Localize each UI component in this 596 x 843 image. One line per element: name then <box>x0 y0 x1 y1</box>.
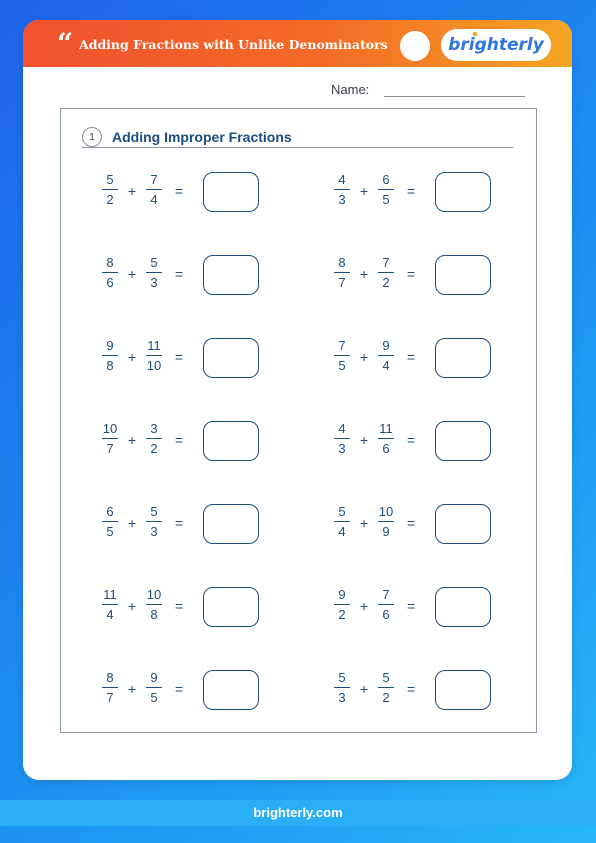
numerator: 11 <box>147 338 161 353</box>
plus-sign: + <box>360 266 369 282</box>
denominator: 2 <box>338 607 346 622</box>
numerator: 4 <box>338 421 346 436</box>
numerator: 5 <box>338 670 346 685</box>
denominator: 6 <box>106 275 114 290</box>
fraction-a <box>97 670 123 705</box>
quote-icon: “ <box>57 27 74 60</box>
fraction-bar <box>378 272 394 273</box>
name-label: Name: <box>331 82 370 97</box>
numerator: 5 <box>106 172 114 187</box>
section-divider <box>82 147 513 148</box>
equals-sign: = <box>175 515 184 531</box>
plus-sign: + <box>128 681 137 697</box>
fraction-a <box>97 338 123 373</box>
plus-sign: + <box>128 266 137 282</box>
name-field-line[interactable] <box>384 96 525 97</box>
fraction-bar <box>146 687 162 688</box>
equals-sign: = <box>407 183 416 199</box>
denominator: 2 <box>382 275 390 290</box>
denominator: 5 <box>106 524 114 539</box>
fraction-b <box>141 504 167 539</box>
section-number-badge: 1 <box>82 127 102 147</box>
fraction-a <box>97 255 123 290</box>
denominator: 7 <box>106 690 114 705</box>
fraction-bar <box>102 272 118 273</box>
answer-box[interactable] <box>203 504 259 544</box>
plus-sign: + <box>128 432 137 448</box>
equals-sign: = <box>407 432 416 448</box>
numerator: 7 <box>150 172 158 187</box>
numerator: 4 <box>338 172 346 187</box>
fraction-bar <box>334 189 350 190</box>
denominator: 7 <box>106 441 114 456</box>
numerator: 9 <box>338 587 346 602</box>
fraction-bar <box>334 687 350 688</box>
equals-sign: = <box>175 349 184 365</box>
denominator: 10 <box>146 358 162 373</box>
fraction-bar <box>102 355 118 356</box>
fraction-bar <box>146 438 162 439</box>
fraction-bar <box>146 189 162 190</box>
plus-sign: + <box>360 681 369 697</box>
fraction-bar <box>378 604 394 605</box>
denominator: 4 <box>338 524 346 539</box>
fraction-bar <box>334 438 350 439</box>
equals-sign: = <box>407 349 416 365</box>
numerator: 5 <box>382 670 390 685</box>
fraction-bar <box>102 438 118 439</box>
fraction-bar <box>334 521 350 522</box>
answer-box[interactable] <box>203 421 259 461</box>
equals-sign: = <box>407 266 416 282</box>
footer-url: brighterly.com <box>253 805 343 820</box>
numerator: 5 <box>150 504 158 519</box>
plus-sign: + <box>128 349 137 365</box>
fraction-b <box>141 421 167 456</box>
numerator: 5 <box>338 504 346 519</box>
numerator: 5 <box>150 255 158 270</box>
equals-sign: = <box>175 432 184 448</box>
plus-sign: + <box>128 183 137 199</box>
fraction-bar <box>378 189 394 190</box>
fraction-bar <box>334 272 350 273</box>
numerator: 7 <box>382 255 390 270</box>
denominator: 4 <box>150 192 158 207</box>
numerator: 7 <box>382 587 390 602</box>
logo-text: brighterly <box>448 35 544 55</box>
numerator: 11 <box>103 587 117 602</box>
fraction-bar <box>146 355 162 356</box>
footer-bar <box>0 800 596 826</box>
fraction-b <box>373 255 399 290</box>
denominator: 6 <box>382 607 390 622</box>
fraction-b <box>141 172 167 207</box>
plus-sign: + <box>360 515 369 531</box>
denominator: 3 <box>338 441 346 456</box>
brighterly-logo <box>441 29 551 61</box>
fraction-b <box>373 172 399 207</box>
numerator: 9 <box>382 338 390 353</box>
fraction-bar <box>334 604 350 605</box>
answer-box[interactable] <box>435 421 491 461</box>
equals-sign: = <box>407 681 416 697</box>
answer-box[interactable] <box>203 255 259 295</box>
worksheet-page <box>23 20 572 780</box>
denominator: 5 <box>338 358 346 373</box>
fraction-bar <box>102 189 118 190</box>
fraction-a <box>329 670 355 705</box>
denominator: 2 <box>382 690 390 705</box>
fraction-b <box>373 338 399 373</box>
fraction-bar <box>146 604 162 605</box>
denominator: 3 <box>150 524 158 539</box>
equals-sign: = <box>175 598 184 614</box>
fraction-bar <box>378 438 394 439</box>
denominator: 5 <box>382 192 390 207</box>
numerator: 8 <box>338 255 346 270</box>
numerator: 8 <box>106 255 114 270</box>
fraction-bar <box>102 604 118 605</box>
answer-box[interactable] <box>435 587 491 627</box>
denominator: 9 <box>382 524 390 539</box>
fraction-bar <box>146 521 162 522</box>
fraction-bar <box>334 355 350 356</box>
fraction-a <box>97 587 123 622</box>
fraction-b <box>373 670 399 705</box>
fraction-a <box>329 172 355 207</box>
answer-box[interactable] <box>203 172 259 212</box>
answer-box[interactable] <box>203 587 259 627</box>
denominator: 3 <box>338 192 346 207</box>
fraction-a <box>329 587 355 622</box>
denominator: 3 <box>150 275 158 290</box>
denominator: 2 <box>150 441 158 456</box>
numerator: 6 <box>382 172 390 187</box>
numerator: 9 <box>106 338 114 353</box>
plus-sign: + <box>128 515 137 531</box>
numerator: 10 <box>146 587 162 602</box>
answer-box[interactable] <box>435 504 491 544</box>
fraction-b <box>373 421 399 456</box>
plus-sign: + <box>360 598 369 614</box>
numerator: 10 <box>378 504 394 519</box>
denominator: 8 <box>106 358 114 373</box>
answer-box[interactable] <box>435 172 491 212</box>
fraction-a <box>329 504 355 539</box>
fraction-b <box>141 255 167 290</box>
worksheet-title: Adding Fractions with Unlike Denominators <box>79 37 388 52</box>
fraction-a <box>329 338 355 373</box>
equals-sign: = <box>175 183 184 199</box>
section-title: Adding Improper Fractions <box>112 129 292 145</box>
answer-box[interactable] <box>435 255 491 295</box>
fraction-a <box>329 421 355 456</box>
plus-sign: + <box>360 183 369 199</box>
answer-box[interactable] <box>435 338 491 378</box>
numerator: 11 <box>379 421 393 436</box>
answer-box[interactable] <box>435 670 491 710</box>
numerator: 9 <box>150 670 158 685</box>
fraction-bar <box>146 272 162 273</box>
fraction-b <box>373 587 399 622</box>
denominator: 2 <box>106 192 114 207</box>
fraction-bar <box>378 687 394 688</box>
fraction-b <box>141 587 167 622</box>
fraction-a <box>97 172 123 207</box>
fraction-bar <box>378 355 394 356</box>
denominator: 7 <box>338 275 346 290</box>
plus-sign: + <box>128 598 137 614</box>
fraction-bar <box>102 521 118 522</box>
denominator: 6 <box>382 441 390 456</box>
answer-box[interactable] <box>203 670 259 710</box>
numerator: 8 <box>106 670 114 685</box>
plus-sign: + <box>360 349 369 365</box>
numerator: 3 <box>150 421 158 436</box>
denominator: 8 <box>150 607 158 622</box>
fraction-a <box>97 504 123 539</box>
denominator: 5 <box>150 690 158 705</box>
equals-sign: = <box>407 515 416 531</box>
answer-box[interactable] <box>203 338 259 378</box>
fraction-b <box>141 338 167 373</box>
fraction-a <box>97 421 123 456</box>
denominator: 3 <box>338 690 346 705</box>
denominator: 4 <box>106 607 114 622</box>
denominator: 4 <box>382 358 390 373</box>
plus-sign: + <box>360 432 369 448</box>
header-circle-decoration <box>400 31 430 61</box>
fraction-bar <box>102 687 118 688</box>
numerator: 10 <box>102 421 118 436</box>
numerator: 7 <box>338 338 346 353</box>
equals-sign: = <box>175 266 184 282</box>
equals-sign: = <box>407 598 416 614</box>
fraction-bar <box>378 521 394 522</box>
fraction-b <box>141 670 167 705</box>
numerator: 6 <box>106 504 114 519</box>
header-bar <box>23 20 572 67</box>
fraction-b <box>373 504 399 539</box>
equals-sign: = <box>175 681 184 697</box>
fraction-a <box>329 255 355 290</box>
